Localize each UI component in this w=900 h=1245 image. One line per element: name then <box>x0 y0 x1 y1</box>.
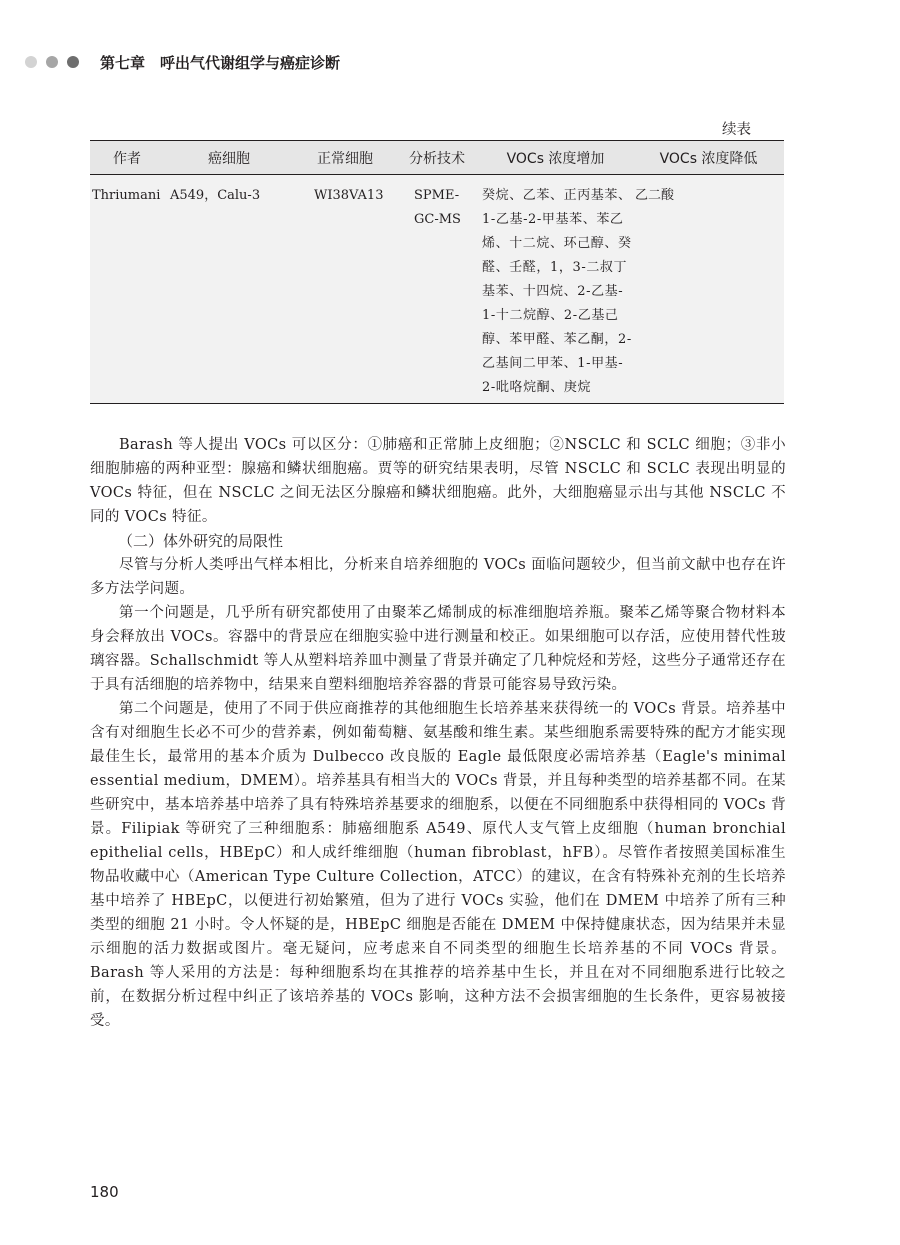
table-header-row <box>90 141 784 175</box>
header-dots <box>25 56 88 68</box>
technique-line-2: GC-MS <box>414 212 461 227</box>
paragraph-first-problem: 第一个问题是，几乎所有研究都使用了由聚苯乙烯制成的标准细胞培养瓶。聚苯乙烯等聚合物材料本身会释放出 VOCs。容器中的背景应在细胞实验中进行测量和校正。如果细胞可以存活，应使用替代性玻璃容器。Schallschmidt 等人从塑料培养皿中测量了背景并确定了几种烷烃和芳烃，这些分子通常还存在于具有活细胞的培养物中，结果来自塑料细胞培养容器的背景可能容易导致污染。 <box>90 605 786 693</box>
header-dot-dark <box>67 56 79 68</box>
technique-line-1: SPME- <box>414 188 460 203</box>
cell-vocs-decreased: 乙二酸 <box>633 175 784 404</box>
col-header-technique: 分析技术 <box>396 141 478 175</box>
col-header-author: 作者 <box>90 141 164 175</box>
cell-normal-cells: WI38VA13 <box>294 175 396 404</box>
cell-technique <box>396 175 478 404</box>
col-header-vocs-decreased: VOCs 浓度降低 <box>633 141 784 175</box>
col-header-vocs-increased: VOCs 浓度增加 <box>478 141 633 175</box>
paragraph-intro: 尽管与分析人类呼出气样本相比，分析来自培养细胞的 VOCs 面临问题较少，但当前文献中也存在许多方法学问题。 <box>90 557 786 597</box>
vocs-increased-list: 癸烷、乙苯、正丙基苯、1-乙基-2-甲基苯、苯乙烯、十二烷、环己醇、癸醛、壬醛，1，3-二叔丁基苯、十四烷、2-乙基-1-十二烷醇、2-乙基己醇、苯甲醛、苯乙酮，2-乙基间二甲苯、1-甲基-2-吡咯烷酮、庚烷 <box>482 188 632 395</box>
chapter-title: 第七章 呼出气代谢组学与癌症诊断 <box>100 53 341 72</box>
section-heading: （二）体外研究的局限性 <box>118 532 284 550</box>
table-continued-label: 续表 <box>722 122 751 138</box>
table-row <box>90 175 784 404</box>
vocs-table <box>90 140 784 404</box>
cell-vocs-increased <box>478 175 633 404</box>
col-header-normal-cells: 正常细胞 <box>294 141 396 175</box>
body-text <box>90 433 786 1033</box>
col-header-cancer-cells: 癌细胞 <box>164 141 294 175</box>
page-number: 180 <box>90 1183 119 1201</box>
cell-author: Thriumani <box>90 175 164 404</box>
cell-cancer-cells: A549，Calu-3 <box>164 175 294 404</box>
paragraph-second-problem: 第二个问题是，使用了不同于供应商推荐的其他细胞生长培养基来获得统一的 VOCs 背景。培养基中含有对细胞生长必不可少的营养素，例如葡萄糖、氨基酸和维生素。某些细胞系需要特殊的配方才能实现最佳生长，最常用的基本介质为 Dulbecco 改良版的 Eagle 最低限度必需培养基（Eagle's minimal essential medium，DMEM）。培养基具有相当大的 VOCs 背景，并且每种类型的培养基都不同。在某些研究中，基本培养基中培养了具有特殊培养基要求的细胞系，以便在不同细胞系中获得相同的 VOCs 背景。Filipiak 等研究了三种细胞系：肺癌细胞系 A549、原代人支气管上皮细胞（human bronchial epithelial cells，HBEpC）和人成纤维细胞（human fibroblast，hFB）。尽管作者按照美国标准生物品收藏中心（American Type Culture Collection，ATCC）的建议，在含有特殊补充剂的生长培养基中培养了 HBEpC，以便进行初始繁殖，但为了进行 VOCs 实验，他们在 DMEM 中培养了所有三种类型的细胞 21 小时。令人怀疑的是，HBEpC 细胞是否能在 DMEM 中保持健康状态，因为结果并未显示细胞的活力数据或图片。毫无疑问，应考虑来自不同类型的细胞生长培养基的不同 VOCs 背景。Barash 等人采用的方法是：每种细胞系均在其推荐的培养基中生长，并且在对不同细胞系进行比较之前，在数据分析过程中纠正了该培养基的 VOCs 影响，这种方法不会损害细胞的生长条件，更容易被接受。 <box>90 701 786 1029</box>
header-dot-medium <box>46 56 58 68</box>
page-header <box>25 50 340 74</box>
paragraph-barash: Barash 等人提出 VOCs 可以区分：①肺癌和正常肺上皮细胞；②NSCLC 和 SCLC 细胞；③非小细胞肺癌的两种亚型：腺癌和鳞状细胞癌。贾等的研究结果表明，尽管 NSCLC 和 SCLC 表现出明显的 VOCs 特征，但在 NSCLC 之间无法区分腺癌和鳞状细胞癌。此外，大细胞癌显示出与其他 NSCLC 不同的 VOCs 特征。 <box>90 437 786 525</box>
header-dot-light <box>25 56 37 68</box>
